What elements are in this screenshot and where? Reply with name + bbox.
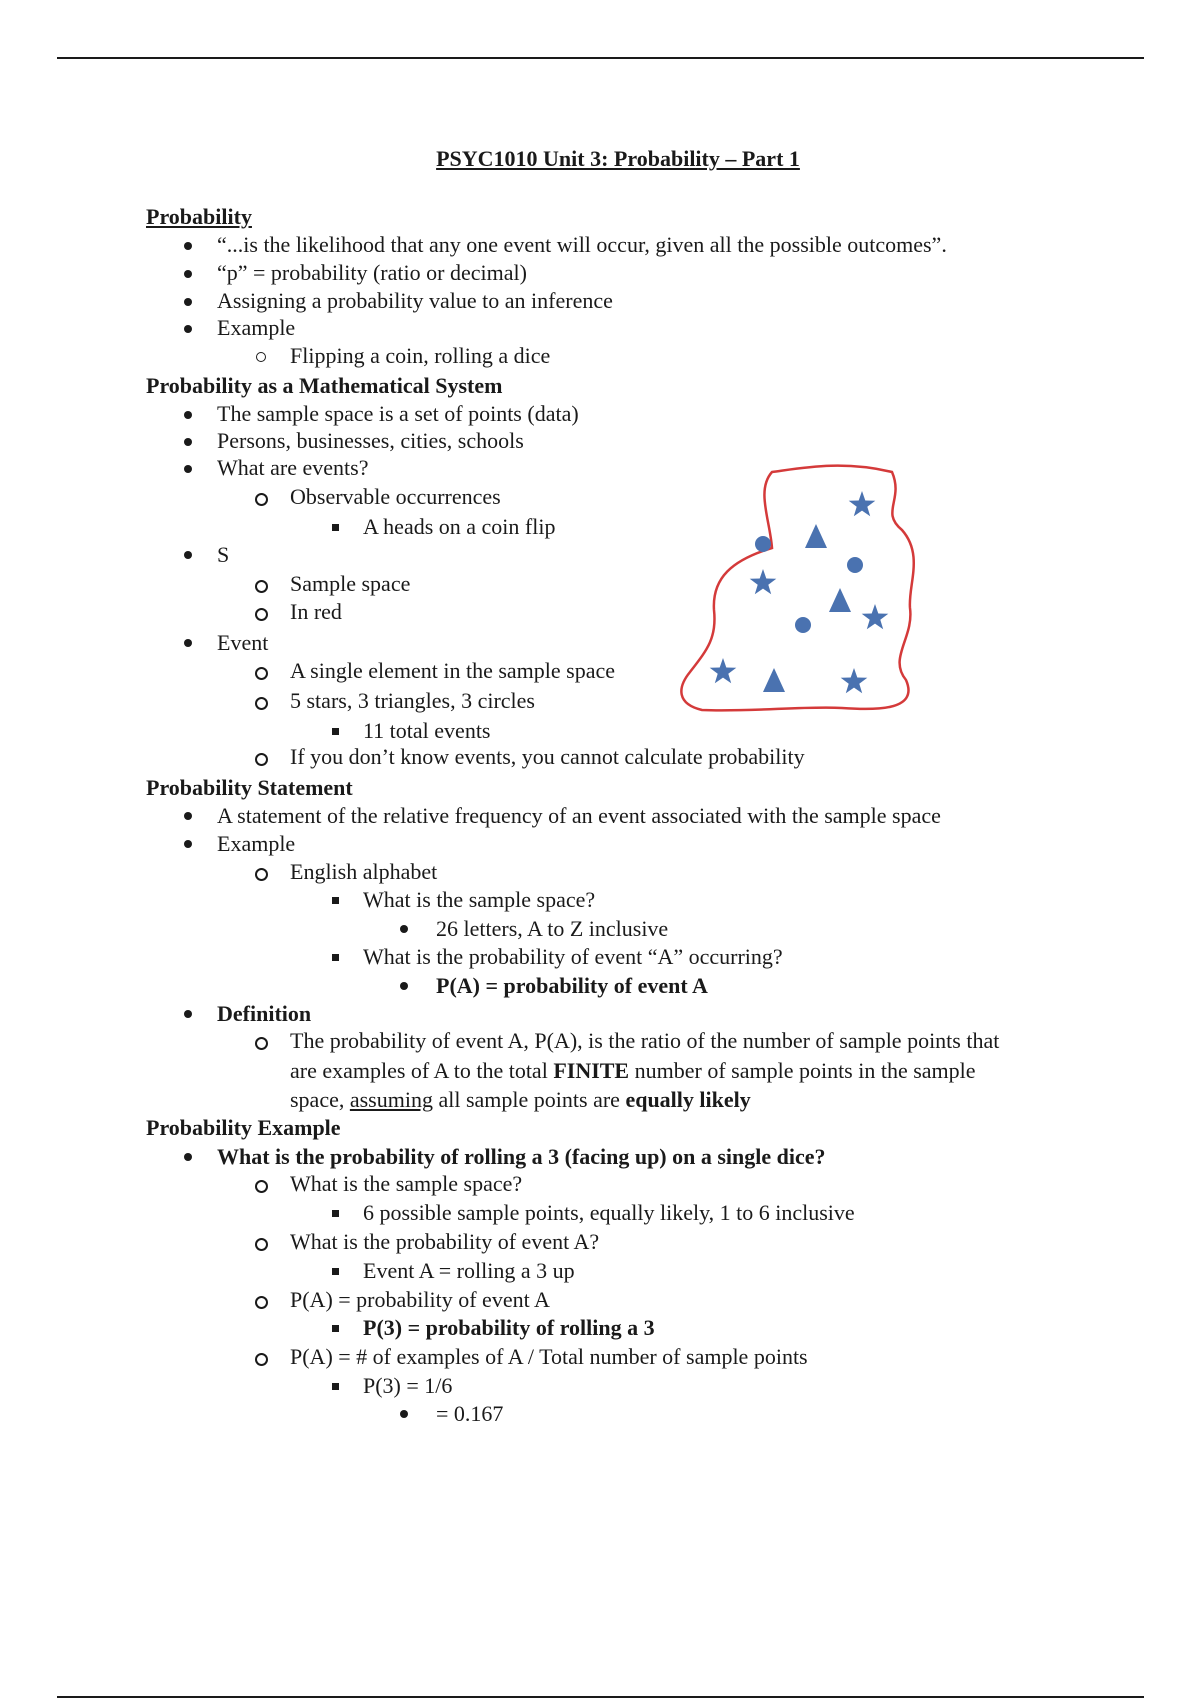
circle-shape <box>847 557 863 573</box>
sub-bullet <box>255 608 268 621</box>
sub-sub-bullet <box>332 954 339 961</box>
bullet <box>184 639 192 647</box>
level4-text: = 0.167 <box>436 1401 504 1426</box>
definition-text: space, <box>290 1087 350 1112</box>
circle-shape <box>755 536 771 552</box>
page-title: PSYC1010 Unit 3: Probability – Part 1 <box>436 146 800 171</box>
sub-bullet <box>255 1238 268 1251</box>
bullet <box>184 438 192 446</box>
bullet <box>184 812 192 820</box>
sub-bullet <box>255 667 268 680</box>
bullet-text: Assigning a probability value to an inference <box>217 288 613 313</box>
sub-sub-bullet-text: 11 total events <box>363 718 491 743</box>
bullet <box>184 325 192 333</box>
section-heading-probability: Probability <box>146 204 252 229</box>
bullet <box>184 551 192 559</box>
bullet <box>184 840 192 848</box>
star-shape <box>841 668 868 693</box>
bullet <box>400 925 408 933</box>
sub-sub-bullet <box>332 897 339 904</box>
sub-bullet <box>255 1296 268 1309</box>
level4-text: 26 letters, A to Z inclusive <box>436 916 669 941</box>
sub-bullet <box>255 1037 268 1050</box>
sub-bullet <box>255 868 268 881</box>
sub-bullet-text: If you don’t know events, you cannot calculate probability <box>290 744 805 769</box>
sub-sub-bullet-text: P(3) = 1/6 <box>363 1373 453 1398</box>
definition-line-1: The probability of event A, P(A), is the ratio of the number of sample points that <box>290 1028 1000 1053</box>
sub-sub-bullet <box>332 1210 339 1217</box>
sub-bullet-text: English alphabet <box>290 859 438 884</box>
bullet <box>184 298 192 306</box>
sample-space-figure <box>672 460 922 722</box>
sub-bullet-text: A single element in the sample space <box>290 658 616 683</box>
sub-bullet <box>256 352 266 362</box>
star-shape <box>750 569 777 594</box>
sub-bullet <box>255 493 268 506</box>
star-shape <box>862 604 889 629</box>
shape-group <box>710 491 889 693</box>
definition-line-2 <box>290 1058 976 1084</box>
definition-emphasis: equally likely <box>625 1087 751 1112</box>
sub-bullet-text: Observable occurrences <box>290 484 501 509</box>
section-heading-example: Probability Example <box>146 1115 341 1140</box>
definition-line-3 <box>290 1087 751 1113</box>
section-heading-statement: Probability Statement <box>146 775 353 800</box>
sub-sub-bullet <box>332 1268 339 1275</box>
example-question: What is the probability of rolling a 3 (facing up) on a single dice? <box>217 1144 826 1169</box>
sub-sub-bullet-text: P(3) = probability of rolling a 3 <box>363 1315 655 1340</box>
sub-sub-bullet-text: Event A = rolling a 3 up <box>363 1258 575 1283</box>
sub-bullet-text: P(A) = probability of event A <box>290 1287 550 1312</box>
level4-text: P(A) = probability of event A <box>436 973 708 998</box>
sub-bullet-text: P(A) = # of examples of A / Total number of sample points <box>290 1344 808 1369</box>
bullet <box>184 411 192 419</box>
sub-bullet <box>255 753 268 766</box>
sub-sub-bullet-text: What is the probability of event “A” occurring? <box>363 944 783 969</box>
bullet-text: Example <box>217 315 296 340</box>
bullet-text: What are events? <box>217 455 369 480</box>
bullet-text: Persons, businesses, cities, schools <box>217 428 524 453</box>
bullet <box>400 982 408 990</box>
sub-bullet-text: Sample space <box>290 571 411 596</box>
sub-sub-bullet-text: 6 possible sample points, equally likely, 1 to 6 inclusive <box>363 1200 855 1225</box>
sub-sub-bullet-text: A heads on a coin flip <box>363 514 556 539</box>
triangle-shape <box>763 668 785 692</box>
sub-sub-bullet-text: What is the sample space? <box>363 887 596 912</box>
sub-sub-bullet <box>332 524 339 531</box>
definition-text: all sample points are <box>432 1087 626 1112</box>
sub-sub-bullet <box>332 1383 339 1390</box>
sub-bullet <box>255 1180 268 1193</box>
bottom-rule <box>57 1696 1144 1698</box>
triangle-shape <box>829 588 851 612</box>
sub-bullet-text: What is the sample space? <box>290 1171 523 1196</box>
definition-text: number of sample points in the sample <box>629 1058 976 1083</box>
bullet <box>184 1153 192 1161</box>
bullet <box>184 270 192 278</box>
definition-underlined: assuming <box>349 1087 433 1112</box>
sub-bullet-text: In red <box>290 599 342 624</box>
bullet-text: S <box>217 542 230 567</box>
bullet <box>400 1410 408 1418</box>
sub-bullet-text: Flipping a coin, rolling a dice <box>290 343 551 368</box>
sub-sub-bullet <box>332 1325 339 1332</box>
bullet-text: The sample space is a set of points (data) <box>217 401 579 426</box>
definition-label: Definition <box>217 1001 312 1026</box>
sub-bullet <box>255 580 268 593</box>
bullet-text: Event <box>217 630 269 655</box>
bullet-text: “...is the likelihood that any one event will occur, given all the possible outcomes”. <box>217 232 947 257</box>
definition-text: are examples of A to the total <box>290 1058 554 1083</box>
star-shape <box>849 491 876 516</box>
section-heading-math-system: Probability as a Mathematical System <box>146 373 503 398</box>
sub-bullet-text: What is the probability of event A? <box>290 1229 600 1254</box>
sub-bullet <box>255 1353 268 1366</box>
bullet <box>184 465 192 473</box>
bullet-text: Example <box>217 831 296 856</box>
bullet-text: “p” = probability (ratio or decimal) <box>217 260 527 285</box>
top-rule <box>57 57 1144 59</box>
bullet <box>184 242 192 250</box>
star-shape <box>710 658 737 683</box>
sub-bullet-text: 5 stars, 3 triangles, 3 circles <box>290 688 535 713</box>
definition-emphasis: FINITE <box>553 1058 630 1083</box>
bullet <box>184 1010 192 1018</box>
circle-shape <box>795 617 811 633</box>
triangle-shape <box>805 524 827 548</box>
bullet-text: A statement of the relative frequency of an event associated with the sample space <box>217 803 941 828</box>
sub-bullet <box>255 697 268 710</box>
sample-space-boundary <box>681 466 913 711</box>
sub-sub-bullet <box>332 728 339 735</box>
